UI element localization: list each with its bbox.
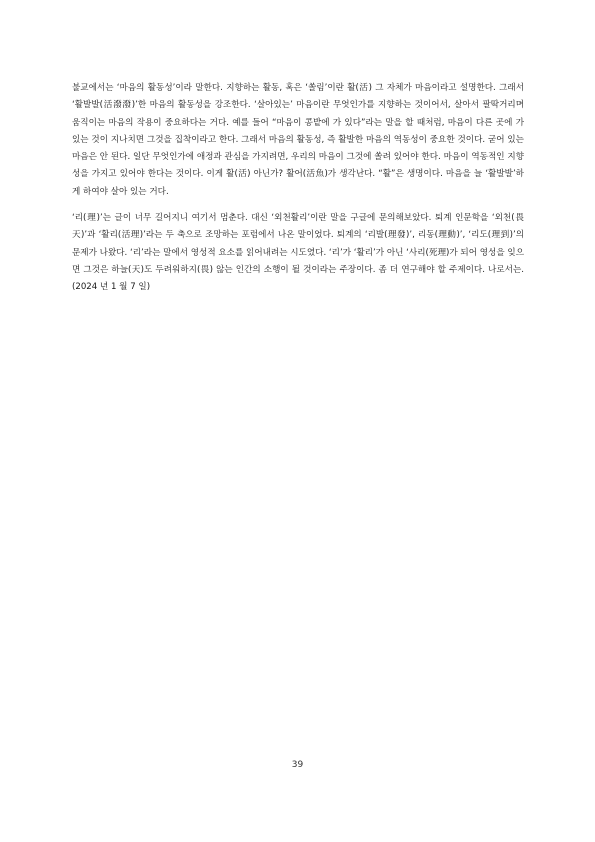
page-body — [72, 80, 524, 297]
body-paragraph-1: 불교에서는 ‘마음의 활동성’이라 말한다. 지향하는 활동, 혹은 ‘쏠림’이란 활(活) 그 자체가 마음이라고 설명한다. 그래서 ‘활발발(活潑潑)’한 마음의 활동성을 강조한다. ‘살아있는’ 마음이란 무엇인가를 지향하는 것이어서, 살아서 팔딱거리며 움직이는 마음의 작용이 중요하다는 거다. 예를 들어 “마음이 콩밭에 가 있다”라는 말을 할 때처럼, 마음이 다른 곳에 가 있는 것이 지나치면 그것을 집착이라고 한다. 그래서 마음의 활동성, 즉 활발한 마음의 역동성이 중요한 것이다. 굳어 있는 마음은 안 된다. 일단 무엇인가에 애정과 관심을 가지려면, 우리의 마음이 그것에 쏠려 있어야 한다. 마음이 역동적인 지향성을 가지고 있어야 한다는 것이다. 이게 활(活) 아닌가? 활어(活魚)가 생각난다. “활”은 생명이다. 마음을 늘 ‘활발발’하게 하여야 살아 있는 거다. — [72, 83, 524, 197]
body-paragraph-2: ‘리(理)’는 글이 너무 길어지니 여기서 멈춘다. 대신 ‘외천활리’이란 말을 구글에 문의해보았다. 퇴계 인문학을 ‘외천(畏天)’과 ‘활리(活理)’라는 두 축으로 조망하는 포럼에서 나온 말이었다. 퇴계의 ‘리발(理發)’, 리동(理動)’, ‘리도(理到)’의 문제가 나왔다. ‘리’라는 말에서 영성적 요소를 읽어내려는 시도였다. ‘리’가 ‘활리’가 아닌 ‘사리(死理)가 되어 영성을 잊으면 그것은 하늘(天)도 두려워하지(畏) 않는 인간의 소행이 될 것이라는 주장이다. 좀 더 연구해야 할 주제이다. 나로서는. (2024 년 1 월 7 일) — [72, 213, 524, 293]
page-number: 39 — [291, 760, 304, 770]
